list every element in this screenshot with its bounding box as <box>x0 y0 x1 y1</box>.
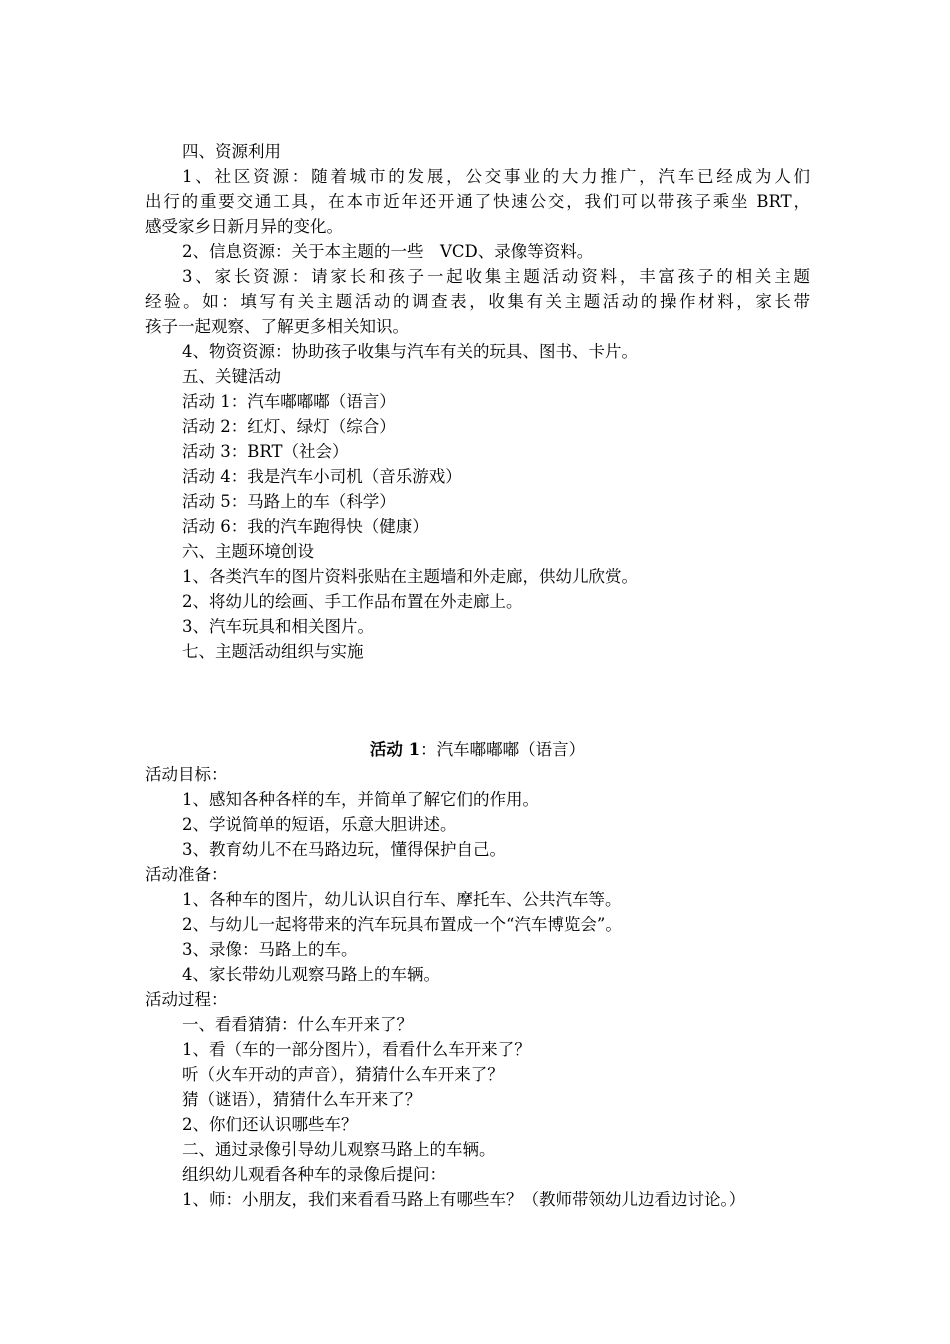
prep-item-1: 1、各种车的图片，幼儿认识自行车、摩托车、公共汽车等。 <box>182 890 622 909</box>
process-step-5: 2、你们还认识哪些车？ <box>182 1115 358 1134</box>
key-activity-2: 活动 2：红灯、绿灯（综合） <box>182 417 396 436</box>
parent-resource-line-2: 经验。如：填写有关主题活动的调查表，收集有关主题活动的操作材料，家长带 <box>145 292 810 311</box>
parent-resource-line-3: 孩子一起观察、了解更多相关知识。 <box>145 317 409 336</box>
prep-item-3: 3、录像：马路上的车。 <box>182 940 358 959</box>
activity-title-number: 活动 1 <box>369 740 421 759</box>
process-step-2: 1、看（车的一部分图片），看看什么车开来了？ <box>182 1040 531 1059</box>
key-activity-3: 活动 3：BRT（社会） <box>182 442 349 461</box>
process-step-6: 二、通过录像引导幼儿观察马路上的车辆。 <box>182 1140 496 1159</box>
environment-item-2: 2、将幼儿的绘画、手工作品布置在外走廊上。 <box>182 592 523 611</box>
process-step-3: 听（火车开动的声音），猜猜什么车开来了？ <box>182 1065 504 1084</box>
section-heading-environment: 六、主题环境创设 <box>182 542 314 561</box>
parent-resource-line-1: 3、家长资源：请家长和孩子一起收集主题活动资料，丰富孩子的相关主题 <box>182 267 810 286</box>
key-activity-4: 活动 4：我是汽车小司机（音乐游戏） <box>182 467 462 486</box>
process-step-4: 猜（谜语），猜猜什么车开来了？ <box>182 1090 422 1109</box>
goal-item-1: 1、感知各种各样的车，并简单了解它们的作用。 <box>182 790 539 809</box>
key-activity-5: 活动 5：马路上的车（科学） <box>182 492 396 511</box>
process-label: 活动过程： <box>145 990 228 1009</box>
section-heading-resources: 四、资源利用 <box>182 142 281 161</box>
prep-label: 活动准备： <box>145 865 228 884</box>
environment-item-1: 1、各类汽车的图片资料张贴在主题墙和外走廊，供幼儿欣赏。 <box>182 567 638 586</box>
environment-item-3: 3、汽车玩具和相关图片。 <box>182 617 374 636</box>
key-activity-6: 活动 6：我的汽车跑得快（健康） <box>182 517 429 536</box>
community-resource-line-2: 出行的重要交通工具，在本市近年还开通了快速公交，我们可以带孩子乘坐 BRT， <box>145 192 810 211</box>
prep-item-4: 4、家长带幼儿观察马路上的车辆。 <box>182 965 440 984</box>
activity-title-text: ：汽车嘟嘟嘟（语言） <box>420 740 586 759</box>
activity-title <box>145 737 810 762</box>
process-step-7: 组织幼儿观看各种车的录像后提问： <box>182 1165 446 1184</box>
section-heading-implementation: 七、主题活动组织与实施 <box>182 642 364 661</box>
key-activity-1: 活动 1：汽车嘟嘟嘟（语言） <box>182 392 396 411</box>
section-heading-key-activities: 五、关键活动 <box>182 367 281 386</box>
community-resource-line-1: 1、社区资源：随着城市的发展，公交事业的大力推广，汽车已经成为人们 <box>182 167 810 186</box>
material-resource: 4、物资资源：协助孩子收集与汽车有关的玩具、图书、卡片。 <box>182 342 638 361</box>
goal-item-3: 3、教育幼儿不在马路边玩，懂得保护自己。 <box>182 840 506 859</box>
process-step-1: 一、看看猜猜：什么车开来了？ <box>182 1015 413 1034</box>
goals-label: 活动目标： <box>145 765 228 784</box>
prep-item-2: 2、与幼儿一起将带来的汽车玩具布置成一个“汽车博览会”。 <box>182 915 622 934</box>
process-step-8: 1、师：小朋友，我们来看看马路上有哪些车？（教师带领幼儿边看边讨论。） <box>182 1190 746 1209</box>
goal-item-2: 2、学说简单的短语，乐意大胆讲述。 <box>182 815 457 834</box>
info-resource: 2、信息资源：关于本主题的一些 VCD、录像等资料。 <box>182 242 594 261</box>
community-resource-line-3: 感受家乡日新月异的变化。 <box>145 217 343 236</box>
